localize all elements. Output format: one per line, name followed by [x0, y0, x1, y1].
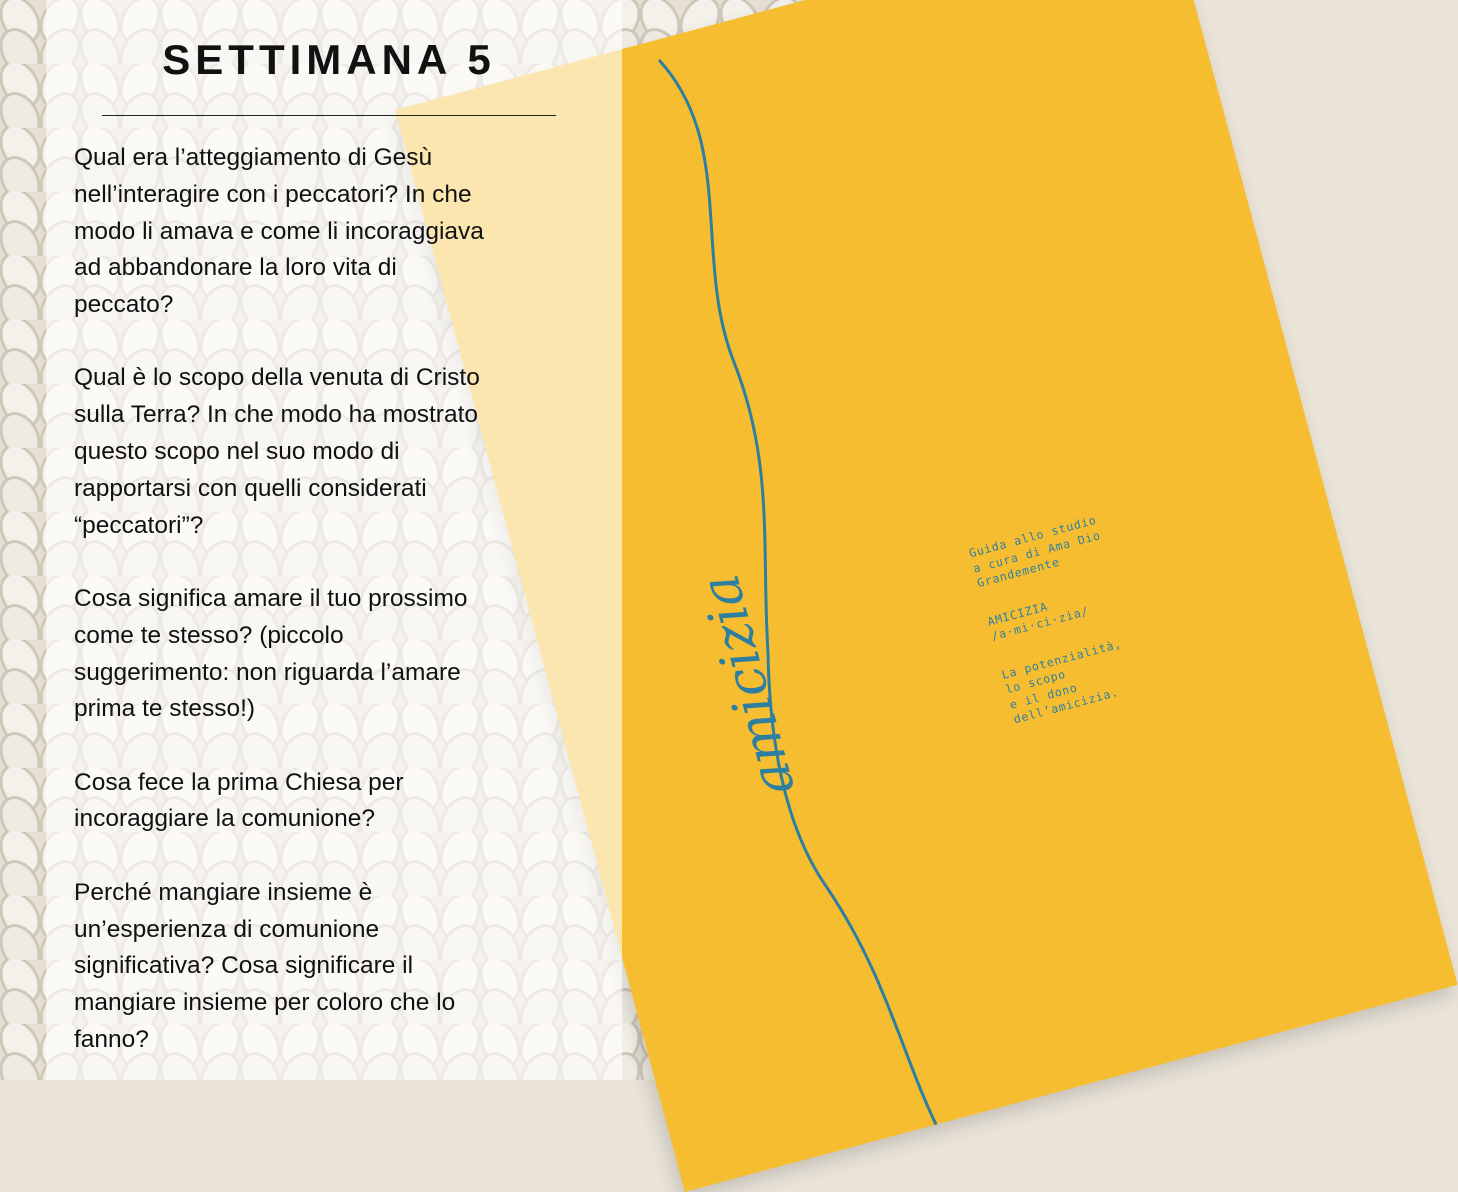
book-script-word: amicizia [687, 567, 808, 803]
book-word-definition: AMICIZIA /a·mi·ci·zia/ [985, 598, 1091, 644]
question-1: Qual era l’atteggiamento di Gesù nell’interagire con i peccatori? In che modo li amava e come li incoraggiava ad abbandonare la loro vita di peccato? [74, 144, 484, 319]
question-4: Cosa fece la prima Chiesa per incoraggiare la comunione? [74, 768, 404, 833]
question-2: Qual è lo scopo della venuta di Cristo sulla Terra? In che modo ha mostrato questo scopo nel suo modo di rapportarsi con quelli considerati “peccatori”? [74, 364, 480, 539]
book-tagline: La potenzialità, lo scopo e il dono dell’amicizia. [1000, 636, 1124, 727]
book-guide-text: Guida allo studio a cura di Ama Dio Grandemente [967, 512, 1103, 591]
question-5: Perché mangiare insieme è un’esperienza di comunione significativa? Cosa significare il mangiare insieme per coloro che lo fanno? [74, 878, 456, 1053]
question-list [74, 140, 594, 1095]
title-divider [102, 115, 556, 116]
question-3: Cosa significa amare il tuo prossimo come te stesso? (piccolo suggerimento: non riguarda l’amare prima te stesso!) [74, 584, 468, 723]
page-title: SETTIMANA 5 [162, 36, 496, 83]
